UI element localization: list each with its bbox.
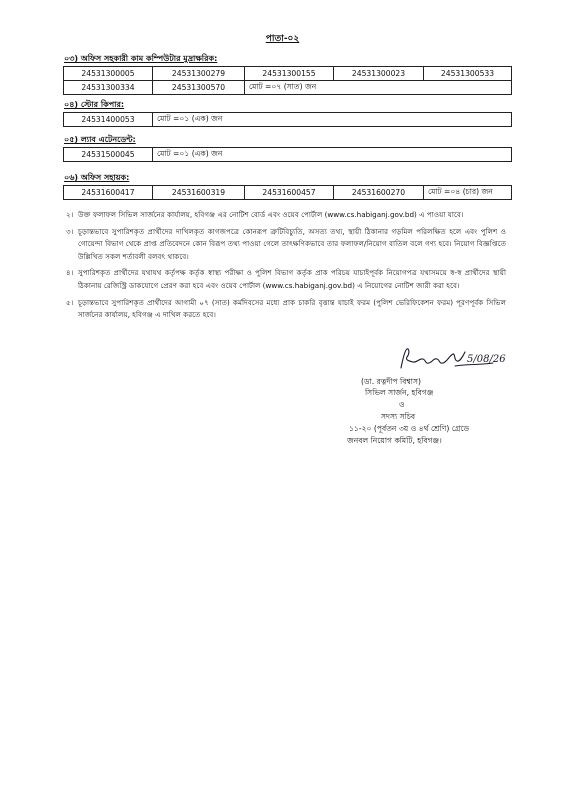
office-helper-roll-table: [63, 185, 512, 200]
note-number: ২।: [66, 210, 74, 219]
table-row: [64, 148, 512, 162]
roll-number-cell: 24531400053: [64, 113, 153, 127]
section-heading-office-assistant: ০৩) অফিস সহকারী কাম কম্পিউটার মুদ্রাক্ষরিক:: [64, 54, 218, 63]
roll-number-cell: 24531300334: [64, 81, 153, 95]
roll-number-cell: 24531600319: [153, 186, 245, 200]
roll-number-cell: 24531300155: [245, 67, 334, 81]
lab-attendant-roll-table: [63, 147, 512, 162]
note-number: ৪।: [66, 268, 74, 278]
conjunction-text: ও: [399, 400, 405, 409]
signature-date: 5/08/26: [467, 354, 506, 365]
roll-number-cell: 24531600270: [334, 186, 424, 200]
note-number: ৫।: [66, 297, 74, 307]
signatory-designation: সিভিল সার্জন, হবিগঞ্জ: [365, 388, 434, 397]
member-secretary-title: সদস্য সচিব: [381, 412, 416, 421]
table-row: [64, 113, 512, 127]
list-item: [66, 209, 506, 222]
total-count-cell: মোট =০৪ (চার) জন: [424, 186, 512, 200]
committee-text: জনবল নিয়োগ কমিটি, হবিগঞ্জ।: [347, 436, 442, 445]
note-text: সুপারিশকৃত প্রার্থীদের যথাযথ কর্তৃপক্ষ কর্তৃক স্বাস্থ্য পরীক্ষা ও পুলিশ বিভাগ কর্তৃক প্রাক পরিচয় যাচাইপূর্বক নিয়োগপত্র যথাসময়ে স্ব-স্ব প্রার্থীদের স্থায়ী ঠিকানায় রেজিস্ট্রি ডাকযোগে প্রেরণ করা হবে এবং ওয়েব পোর্টাল (www.cs.habiganj.gov.bd) এ নিয়োগের নোটিশ জারী করা হবে।: [78, 268, 506, 290]
section-heading-office-helper: ০৬) অফিস সহায়ক:: [64, 173, 130, 182]
note-text: উক্ত ফলাফল সিভিল সার্জনের কার্যালয়, হবিগঞ্জ এর নোটিশ বোর্ড এবং ওয়েব পোর্টাল (www.cs.habiganj.gov.bd) এ পাওয়া যাবে।: [78, 210, 464, 219]
store-keeper-roll-table: [63, 112, 512, 127]
roll-number-cell: 24531300005: [64, 67, 153, 81]
table-row: [64, 67, 512, 81]
handwritten-signature: [397, 344, 515, 374]
table-row: [64, 81, 512, 95]
note-text: চূড়ান্তভাবে সুপারিশকৃত প্রার্থীদের দাখিলকৃত কাগজপত্রে কোনরূপ ত্রুটিবিচ্যুতি, অসত্য তথ্য, স্থায়ী ঠিকানার গড়মিল পরিলক্ষিত হলে এবং পুলিশ ও গোয়েন্দা বিভাগ থেকে প্রাপ্ত প্রতিবেদনে কোন বিরূপ তথ্য পাওয়া গেলে তাৎক্ষণিকভাবে তার ফলাফল/নিয়োগ বাতিল বলে গণ্য হবে। নিয়োগ বিজ্ঞপ্তিতে উল্লিখিত সকল শর্তাবলী বলবৎ থাকবে।: [78, 226, 506, 261]
roll-number-cell: 24531300570: [153, 81, 245, 95]
roll-number-cell: 24531600457: [245, 186, 334, 200]
list-item: [66, 267, 506, 292]
list-item: [66, 226, 506, 264]
total-count-cell: মোট =০১ (এক) জন: [153, 148, 512, 162]
list-item: [66, 297, 506, 322]
notes-list: [66, 209, 506, 326]
grade-text: ১১-২০ (পূর্বতন ৩য় ও ৪র্থ শ্রেণি) গ্রেডে: [349, 424, 470, 433]
note-text: চূড়ান্তভাবে সুপারিশকৃত প্রার্থীদের আগামী ০৭ (সাত) কর্মদিবসের মধ্যে প্রাক চাকরি বৃত্তান্ত যাচাই ফরম (পুলিশ ভেরিফিকেশন ফরম) পূরণপূর্বক সিভিল সার্জনের কার্যালয়, হবিগঞ্জ এ দাখিল করতে হবে।: [78, 297, 506, 320]
office-assistant-roll-table: [63, 66, 512, 95]
total-count-cell: মোট =০১ (এক) জন: [153, 113, 512, 127]
table-row: [64, 186, 512, 200]
section-heading-store-keeper: ০৪) স্টোর কিপার:: [64, 100, 125, 109]
total-count-cell: মোট =০৭ (সাত) জন: [245, 81, 512, 95]
roll-number-cell: 24531300023: [334, 67, 424, 81]
page-number-title: পাতা-০২: [265, 34, 300, 44]
roll-number-cell: 24531300279: [153, 67, 245, 81]
section-heading-lab-attendant: ০৫) ল্যাব এটেনডেন্ট:: [64, 135, 136, 144]
signatory-name: (ডা. রত্নদীপ বিশ্বাস): [361, 377, 421, 386]
roll-number-cell: 24531500045: [64, 148, 153, 162]
note-number: ৩।: [66, 226, 74, 236]
roll-number-cell: 24531600417: [64, 186, 153, 200]
roll-number-cell: 24531300533: [424, 67, 512, 81]
